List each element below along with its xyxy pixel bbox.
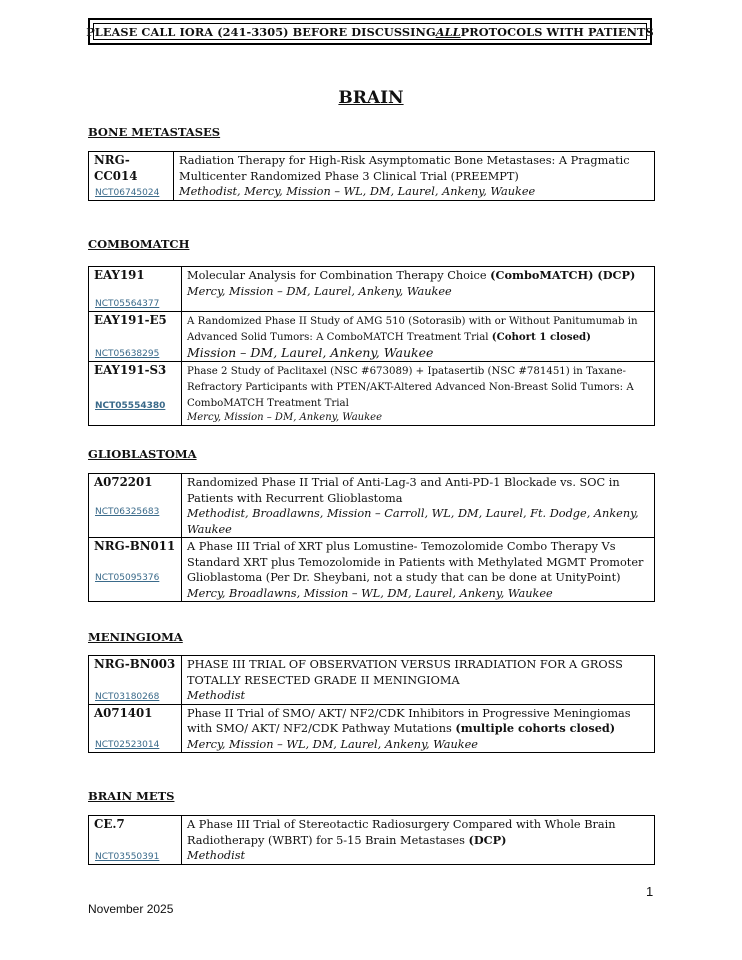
trial-description: Phase II Trial of SMO/ AKT/ NF2/CDK Inhibitors in Progressive Meningiomas with SMO/ AKT/ NF2/CDK Pathway Mutations [187,706,631,735]
trial-code-cell [89,704,182,753]
trial-sites: Mercy, Mission – DM, Ankeny, Waukee [187,411,383,423]
trial-code-cell [89,474,182,538]
bone-metastases-table [88,151,655,201]
trial-description-cell [182,267,655,312]
trial-description: A Phase III Trial of XRT plus Lomustine- Temozolomide Combo Therapy Vs Standard XRT plus Temozolomide in Patients with Methylated MGMT Promoter Glioblastoma (Per Dr. Sheybani, not a study that can be done at UnityPoint) [187,540,644,584]
banner-text [86,23,654,40]
trial-code: NRG-BN003 [94,657,176,671]
footer-date: November 2025 [88,902,174,916]
trial-description-cell [174,152,655,201]
glioblastoma-table [88,473,655,602]
trial-description-bold: (DCP) [468,832,507,847]
trial-description-cell [182,704,655,753]
section-heading-bone-metastases: BONE METASTASES [88,125,221,139]
trial-code: EAY191-E5 [94,313,167,327]
trial-sites: Methodist, Broadlawns, Mission – Carroll, WL, DM, Laurel, Ft. Dodge, Ankeny, Waukee [187,507,639,536]
trial-code: CE.7 [94,817,125,831]
trial-code-cell [89,361,182,425]
table-row [89,152,655,201]
nct-link[interactable]: NCT05554380 [95,400,166,411]
table-row [89,267,655,312]
trial-description-bold: (multiple cohorts closed) [455,721,616,735]
trial-code: NRG-BN011 [94,539,176,553]
trial-description-cell [182,312,655,362]
section-heading-glioblastoma: GLIOBLASTOMA [88,447,197,461]
section-heading-brain-mets: BRAIN METS [88,789,175,803]
trial-description-cell [182,538,655,602]
nct-link[interactable]: NCT06325683 [95,507,160,517]
table-row [89,704,655,753]
nct-link[interactable]: NCT03180268 [95,691,160,702]
brain-mets-table [88,815,655,865]
trial-description: Molecular Analysis for Combination Therapy Choice [187,269,491,282]
page-title: BRAIN [338,88,404,108]
trial-description-cell [182,816,655,865]
section-heading-combomatch: COMBOMATCH [88,237,190,251]
page-number: 1 [646,884,654,899]
trial-code: A072201 [94,475,153,489]
trial-code-cell [89,312,182,362]
trial-description: Radiation Therapy for High-Risk Asymptomatic Bone Metastases: A Pragmatic Multicenter Randomized Phase 3 Clinical Trial (PREEMPT) [179,154,630,183]
trial-code: EAY191-S3 [94,362,167,377]
table-row [89,538,655,602]
trial-code-cell [89,538,182,602]
trial-sites: Mercy, Mission – WL, DM, Laurel, Ankeny, Waukee [187,737,478,751]
meningioma-table [88,655,655,753]
trial-code: NRG-CC014 [94,153,138,183]
trial-code: EAY191 [94,268,145,282]
banner-text-after: PROTOCOLS WITH PATIENTS [460,24,654,39]
trial-description-bold: (ComboMATCH) (DCP) [490,268,636,282]
trial-description-cell [182,361,655,425]
trial-sites: Methodist [187,849,246,862]
trial-description: PHASE III TRIAL OF OBSERVATION VERSUS IRRADIATION FOR A GROSS TOTALLY RESECTED GRADE II MENINGIOMA [187,658,623,687]
trial-code-cell [89,267,182,312]
trial-sites: Methodist [187,689,246,702]
trial-description: A Randomized Phase II Study of AMG 510 (Sotorasib) with or Without Panitumumab in Advanced Solid Tumors: A ComboMATCH Treatment Trial [187,316,638,343]
nct-link[interactable]: NCT02523014 [95,740,160,750]
trial-description: Randomized Phase II Trial of Anti-Lag-3 and Anti-PD-1 Blockade vs. SOC in Patients with Recurrent Glioblastoma [187,476,620,505]
trial-sites: Mercy, Mission – DM, Laurel, Ankeny, Waukee [187,284,452,298]
table-row [89,474,655,538]
table-row [89,816,655,865]
nct-link[interactable]: NCT05095376 [95,573,160,583]
banner-emphasis: ALL [435,24,461,39]
trial-description: A Phase III Trial of Stereotactic Radiosurgery Compared with Whole Brain Radiotherapy (WBRT) for 5-15 Brain Metastases [187,818,616,847]
section-heading-meningioma: MENINGIOMA [88,630,183,644]
nct-link[interactable]: NCT05638295 [95,348,160,359]
table-row [89,361,655,425]
trial-description: Phase 2 Study of Paclitaxel (NSC #673089) + Ipatasertib (NSC #781451) in Taxane-Refractory Participants with PTEN/AKT-Altered Advanced Non-Breast Solid Tumors: A ComboMATCH Treatment Trial [187,365,634,409]
protocol-warning-banner [88,18,652,45]
trial-code: A071401 [94,705,153,720]
trial-code-cell [89,816,182,865]
combomatch-table [88,266,655,426]
trial-sites: Methodist, Mercy, Mission – WL, DM, Laurel, Ankeny, Waukee [179,185,536,198]
nct-link[interactable]: NCT06745024 [95,187,160,198]
trial-sites: Mission – DM, Laurel, Ankeny, Waukee [187,345,434,360]
trial-description-cell [182,474,655,538]
table-row [89,656,655,705]
trial-sites: Mercy, Broadlawns, Mission – WL, DM, Laurel, Ankeny, Waukee [187,586,553,600]
nct-link[interactable]: NCT03550391 [95,851,160,862]
banner-text-before: PLEASE CALL IORA (241-3305) BEFORE DISCUSSING [86,24,436,39]
trial-description-cell [182,656,655,705]
trial-code-cell [89,152,174,201]
nct-link[interactable]: NCT05564377 [95,299,160,309]
trial-description-bold: (Cohort 1 closed) [491,331,592,343]
trial-code-cell [89,656,182,705]
table-row [89,312,655,362]
